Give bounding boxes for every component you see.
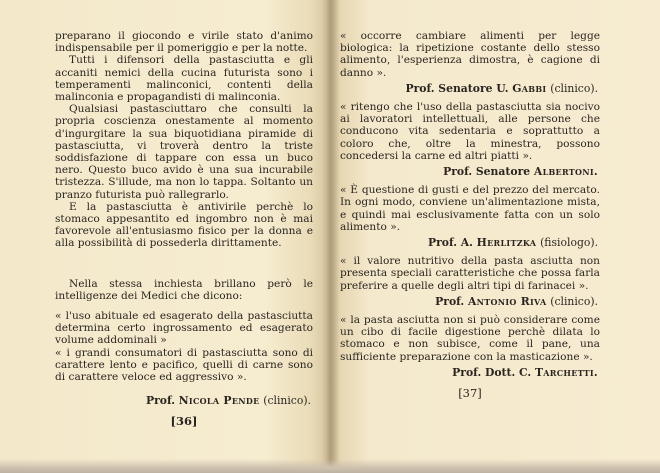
signature-prefix: Prof. A.	[427, 236, 473, 250]
page-edge-shadow	[0, 459, 660, 473]
quote: « È questione di gusti e del prezzo del mercato. In ogni modo, conviene un'alimentazione mista, e quindi mai esclusivamente fatta con un solo alimento ».	[340, 184, 600, 233]
signature-name: Tarchetti.	[534, 365, 598, 379]
quote: « la pasta asciutta non si può considerare come un cibo di facile digestione perchè dilata lo stomaco e non subisce, come il pane, una sufficiente preparazione con la masticazione ».	[340, 314, 600, 363]
signature-name: Antonio Riva	[467, 294, 547, 308]
quote: « l'uso abituale ed esagerato della pastasciutta determina certo ingrossamento ed esagerato volume addominali »	[55, 310, 313, 347]
page-number: [36]	[170, 414, 198, 429]
signature-prefix: Prof.	[145, 394, 175, 408]
left-page	[55, 30, 313, 428]
quote: « il valore nutritivo della pasta asciutta non presenta speciali caratteristiche che possa farla preferire a quelle degli altri tipi di farinacei ».	[340, 255, 600, 292]
quote: « occorre cambiare alimenti per legge biologica: la ripetizione costante dello stesso alimento, l'esperienza dimostra, è cagione di danno ».	[340, 30, 600, 79]
signature	[340, 166, 598, 178]
paragraph: E la pastasciutta è antivirile perchè lo stomaco appesantito ed ingombro non è mai favorevole all'entusiasmo fisico per la donna e alla possibilità di possederla dirittamente.	[55, 200, 313, 250]
signature	[340, 296, 598, 308]
quote: « i grandi consumatori di pastasciutta sono di carattere lento e pacifico, quelli di carne sono di carattere veloce ed aggressivo ».	[55, 346, 313, 384]
signature	[55, 395, 311, 407]
right-page	[340, 30, 600, 399]
signature	[340, 367, 598, 379]
signature	[340, 83, 598, 95]
signature-prefix: Prof. Senatore U.	[405, 81, 509, 95]
signature-name: Gabbi	[512, 81, 547, 95]
signature-role: (fisiologo).	[540, 236, 598, 250]
signature-name: Albertoni.	[533, 165, 598, 179]
signature	[340, 237, 598, 249]
page-number: [37]	[458, 386, 482, 401]
signature-prefix: Prof.	[435, 294, 465, 308]
paragraph: Qualsiasi pastasciuttaro che consulti la propria coscienza onestamente al momento d'ingurgitare la sua biquotidiana piramide di pastasciutta, vi troverà dentro la triste soddisfazione di tappare con essa un buco nero. Questo buco avido è una sua incurabile tristezza. S'illude, ma non lo tappa. Soltanto un pranzo futurista può rallegrarlo.	[55, 103, 313, 201]
signature-role: (clinico).	[550, 294, 598, 308]
signature-prefix: Prof. Senatore	[443, 165, 531, 179]
book-gutter	[322, 0, 340, 473]
signature-prefix: Prof. Dott. C.	[452, 365, 532, 379]
paragraph: Tutti i difensori della pastasciutta e gli accaniti nemici della cucina futurista sono i temperamenti malinconici, contenti della malinconia e propagandisti di malinconia.	[55, 54, 313, 104]
paragraph: preparano il giocondo e virile stato d'animo indispensabile per il pomeriggio e per la notte.	[55, 30, 313, 55]
signature-role: (clinico).	[263, 394, 311, 408]
signature-name: Nicola Pende	[178, 394, 260, 408]
signature-role: (clinico).	[550, 81, 598, 95]
paragraph: Nella stessa inchiesta brillano però le intelligenze dei Medici che dicono:	[55, 277, 313, 302]
quote: « ritengo che l'uso della pastasciutta sia nocivo ai lavoratori intellettuali, alle persone che conducono vita sedentaria e soprattutto a coloro che, oltre la minestra, possono concedersi la carne ed altri piatti ».	[340, 101, 600, 162]
signature-name: Herlitzka	[476, 236, 537, 250]
